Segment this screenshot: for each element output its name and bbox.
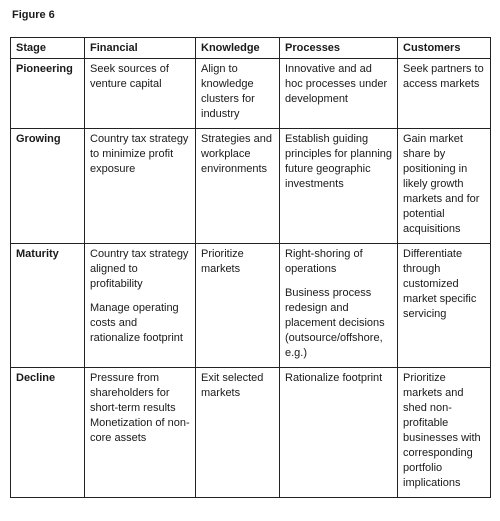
processes-cell <box>280 129 398 244</box>
header-financial: Financial <box>85 38 196 59</box>
cell-text: Prioritize markets and shed non-profitable businesses with corresponding portfolio implications <box>403 372 481 489</box>
table-header-row <box>11 38 491 59</box>
header-stage: Stage <box>11 38 85 59</box>
cell-text: Gain market share by positioning in likely growth markets and for potential acquisitions <box>403 133 480 235</box>
cell-text: Establish guiding principles for planning future geographic investments <box>285 133 393 190</box>
stage-pioneering: Pioneering <box>11 59 85 129</box>
stage-maturity: Maturity <box>11 244 85 368</box>
cell-text: Exit selected markets <box>201 372 264 399</box>
stage-strategy-table <box>10 37 491 498</box>
knowledge-cell <box>196 244 280 368</box>
financial-cell <box>85 368 196 498</box>
header-processes: Processes <box>280 38 398 59</box>
cell-text: Prioritize markets <box>201 248 244 275</box>
customers-cell <box>398 368 491 498</box>
table-row-growing <box>11 129 491 244</box>
knowledge-cell <box>196 368 280 498</box>
cell-text: Business process redesign and placement decisions (outsource/offshore, e.g.) <box>285 287 385 359</box>
header-knowledge: Knowledge <box>196 38 280 59</box>
knowledge-cell <box>196 59 280 129</box>
processes-cell <box>280 244 398 368</box>
customers-cell <box>398 59 491 129</box>
cell-text: Innovative and ad hoc processes under development <box>285 63 388 105</box>
cell-text: Right-shoring of operations <box>285 248 363 275</box>
table-row-decline <box>11 368 491 498</box>
processes-cell <box>280 368 398 498</box>
figure-label: Figure 6 <box>12 9 55 21</box>
customers-cell <box>398 244 491 368</box>
cell-text: Rationalize footprint <box>285 372 383 384</box>
table-row-pioneering <box>11 59 491 129</box>
cell-text: Seek partners to access markets <box>403 63 484 90</box>
cell-text: Manage operating costs and rationalize footprint <box>90 302 183 344</box>
financial-cell <box>85 59 196 129</box>
cell-text: Country tax strategy aligned to profitability <box>90 248 189 290</box>
customers-cell <box>398 129 491 244</box>
cell-text: Pressure from shareholders for short-term results <box>90 372 176 414</box>
header-customers: Customers <box>398 38 491 59</box>
cell-text: Strategies and workplace environments <box>201 133 272 175</box>
cell-text: Monetization of non-core assets <box>90 417 190 444</box>
financial-cell <box>85 244 196 368</box>
financial-cell <box>85 129 196 244</box>
cell-text: Differentiate through customized market specific servicing <box>403 248 477 320</box>
cell-text: Align to knowledge clusters for industry <box>201 63 255 120</box>
stage-decline: Decline <box>11 368 85 498</box>
cell-text: Seek sources of venture capital <box>90 63 169 90</box>
processes-cell <box>280 59 398 129</box>
stage-growing: Growing <box>11 129 85 244</box>
knowledge-cell <box>196 129 280 244</box>
cell-text: Country tax strategy to minimize profit exposure <box>90 133 189 175</box>
table-row-maturity <box>11 244 491 368</box>
